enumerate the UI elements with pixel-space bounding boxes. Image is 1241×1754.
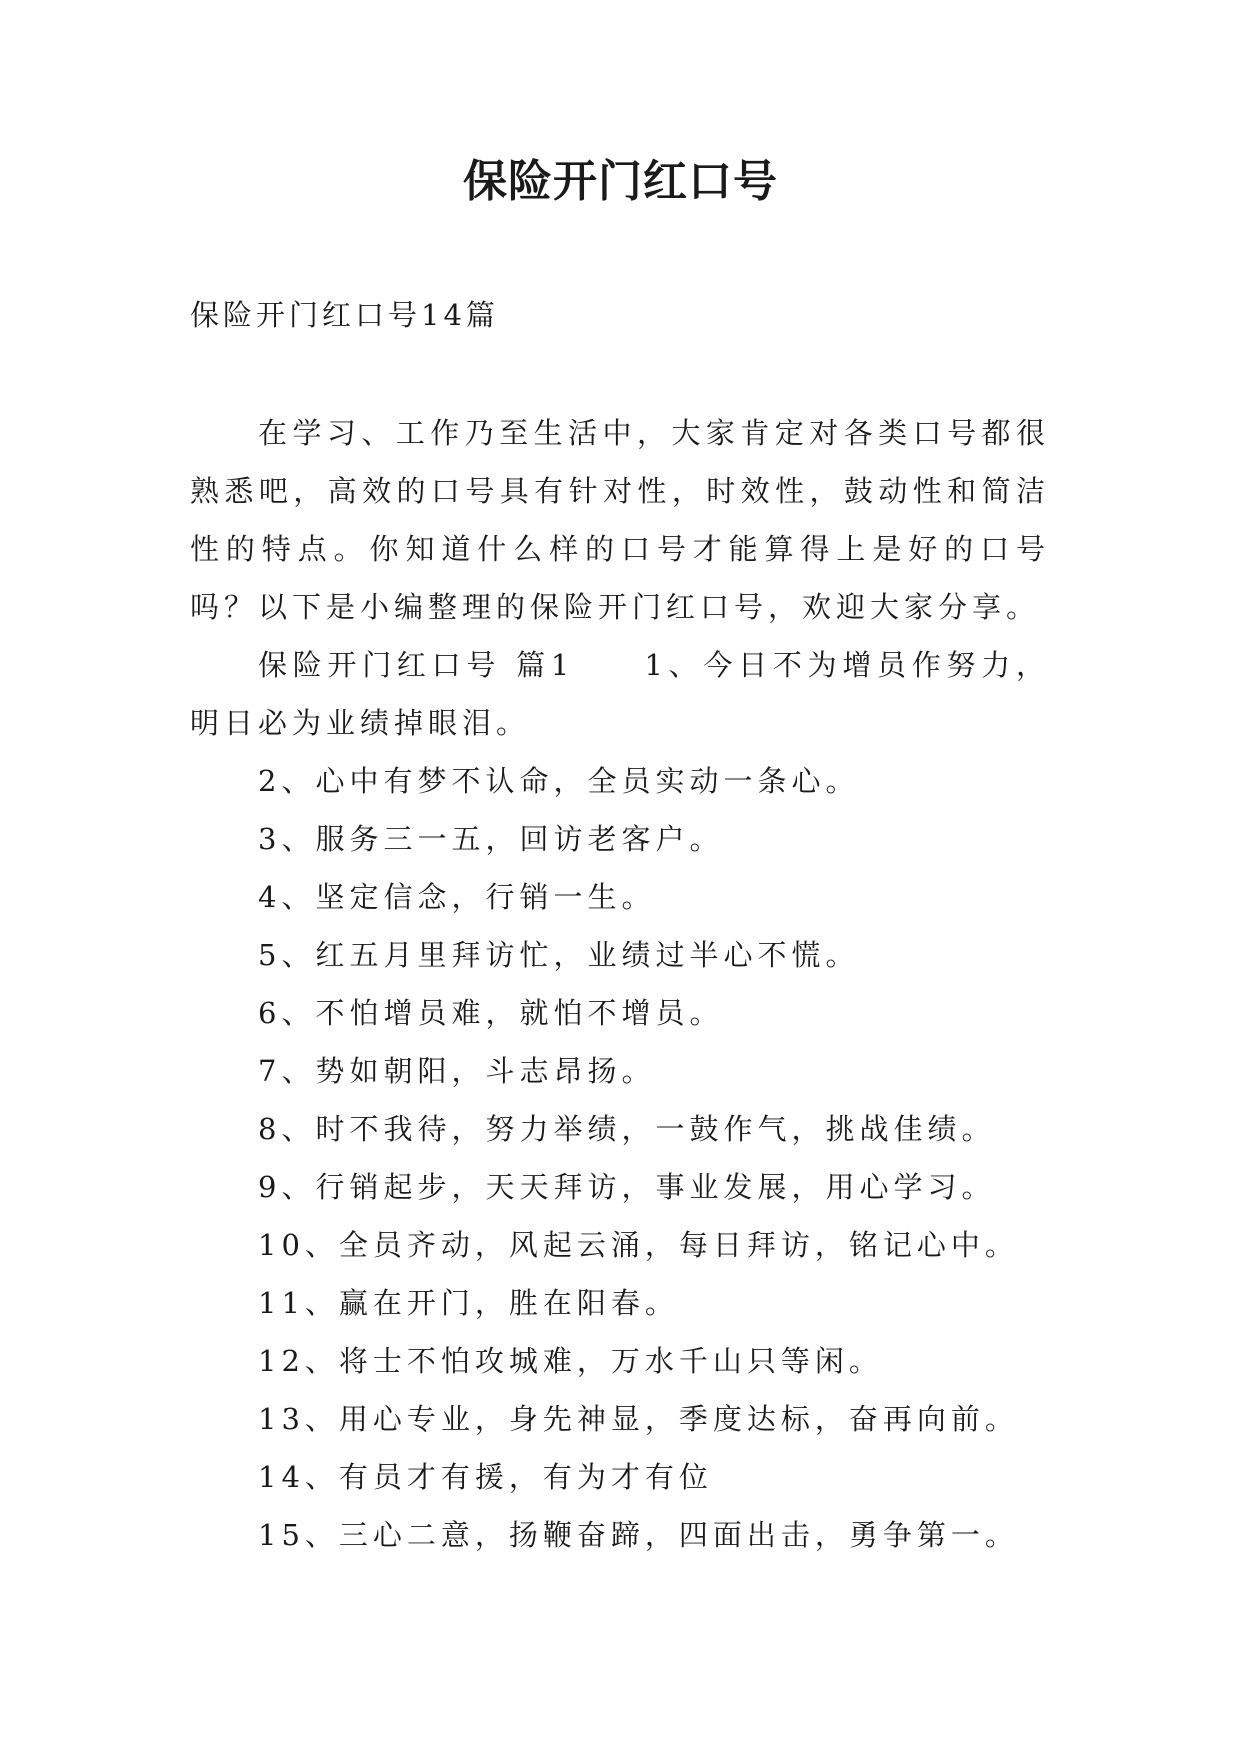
slogan-item: 9、行销起步，天天拜访，事业发展，用心学习。	[258, 1170, 996, 1204]
section-intro-paragraph: 保险开门红口号 篇1 1、今日不为增员作努力，明日必为业绩掉眼泪。	[190, 648, 1050, 740]
slogan-item: 6、不怕增员难，就怕不增员。	[258, 996, 724, 1030]
slogan-item: 11、赢在开门，胜在阳春。	[258, 1286, 679, 1320]
slogan-item: 4、坚定信念，行销一生。	[258, 880, 656, 914]
slogan-item: 12、将士不怕攻城难，万水千山只等闲。	[258, 1344, 883, 1378]
slogan-item: 8、时不我待，努力举绩，一鼓作气，挑战佳绩。	[258, 1112, 996, 1146]
slogan-item: 7、势如朝阳，斗志昂扬。	[258, 1054, 656, 1088]
document-subtitle: 保险开门红口号14篇	[190, 298, 499, 332]
slogan-item: 2、心中有梦不认命，全员实动一条心。	[258, 764, 860, 798]
slogan-item: 13、用心专业，身先神显，季度达标，奋再向前。	[258, 1402, 1019, 1436]
slogan-item: 3、服务三一五，回访老客户。	[258, 822, 724, 856]
slogan-item: 5、红五月里拜访忙，业绩过半心不慌。	[258, 938, 860, 972]
document-body	[190, 404, 1050, 1564]
slogan-item: 14、有员才有援，有为才有位	[258, 1460, 713, 1494]
document-title: 保险开门红口号	[463, 156, 778, 207]
slogan-item: 10、全员齐动，风起云涌，每日拜访，铭记心中。	[258, 1228, 1019, 1262]
intro-paragraph: 在学习、工作乃至生活中，大家肯定对各类口号都很熟悉吧，高效的口号具有针对性，时效性，鼓动性和简洁性的特点。你知道什么样的口号才能算得上是好的口号吗？以下是小编整理的保险开门红口号，欢迎大家分享。	[190, 416, 1050, 624]
slogan-item: 15、三心二意，扬鞭奋蹄，四面出击，勇争第一。	[258, 1518, 1019, 1552]
